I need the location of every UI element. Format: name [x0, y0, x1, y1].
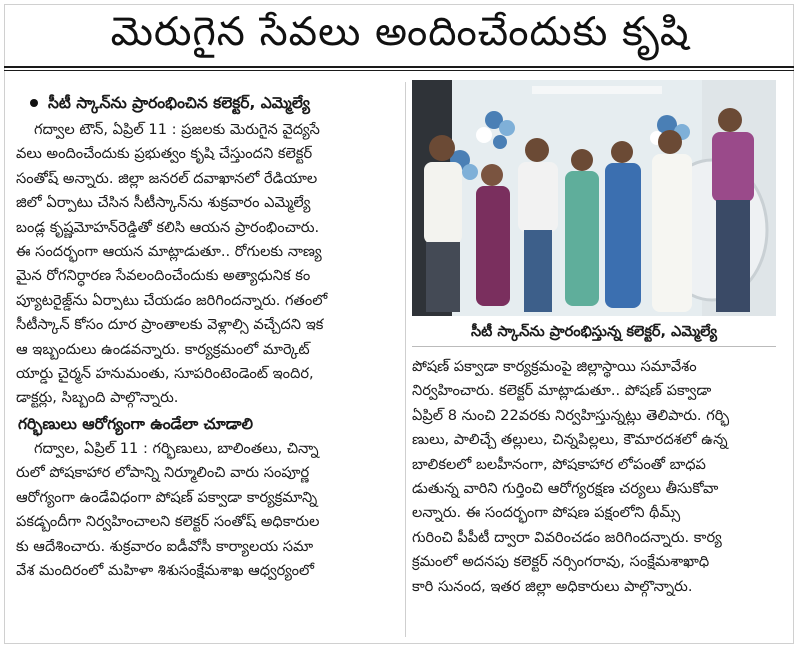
- story1-line: మైన రోగనిర్ధారణ సేవలందించేందుకు అత్యాధునిక కం: [16, 267, 311, 285]
- left-column: [16, 90, 401, 583]
- story1-line: సంతోష్ అన్నారు. జిల్లా జనరల్ దవాఖానలో రేడియాల: [16, 169, 318, 187]
- photo-illustration: [412, 80, 776, 316]
- story1-body: [16, 118, 401, 411]
- story1-subhead-text: సీటీ స్కాన్‌ను ప్రారంభించిన కలెక్టర్, ఎమ్మెల్యే: [48, 94, 310, 112]
- story1-line: ఆ ఇబ్బందులు ఉండవన్నారు. కార్యక్రమంలో మార్కెట్: [16, 340, 310, 358]
- story2-line: డుతున్న వారిని గుర్తించి ఆరోగ్యరక్షణ చర్యలు తీసుకోవా: [412, 480, 719, 498]
- story1-line: గద్వాల టౌన్, ఏప్రిల్ 11 : ప్రజలకు మెరుగైన వైద్యసే: [34, 121, 320, 138]
- story1-line: ఈ సందర్భంగా ఆయన మాట్లాడుతూ.. రోగులకు నాణ్య: [16, 243, 322, 261]
- story2-line: క్రమంలో అదనపు కలెక్టర్ నర్సింగరావు, సంక్షేమశాఖాధి: [412, 553, 710, 571]
- story1-line: యార్డు చైర్మన్ హనుమంతు, సూపరింటెండెంట్ ఇందిర,: [16, 365, 314, 383]
- story2-line: బాలికలలో బలహీనంగా, పోషకాహార లోపంతో బాధప: [412, 455, 706, 473]
- story2-line: వేశ మందిరంలో మహిళా శిశుసంక్షేమశాఖ ఆధ్వర్యంలో: [16, 561, 315, 579]
- story1-line: సీటీస్కాన్ కోసం దూర ప్రాంతాలకు వెళ్లాల్సి వచ్చేదని ఇక: [16, 316, 324, 334]
- story1-line: బండ్ల కృష్ణమోహన్‌రెడ్డితో కలిసి ఆయన ప్రారంభించారు.: [16, 218, 320, 236]
- story2-line: పకడ్బందీగా నిర్వహించాలని కలెక్టర్ సంతోష్ అధికారుల: [16, 513, 320, 531]
- story2-subhead: గర్భిణులు ఆరోగ్యంగా ఉండేలా చూడాలి: [18, 414, 253, 433]
- story2-line: గురించి పీపీటీ ద్వారా వివరించడం జరిగిందన్నారు. కార్య: [412, 528, 722, 546]
- story1-line: ప్యూటరైజ్డ్‌ను ఏర్పాటు చేయడం జరిగిందన్నారు. గతంలో: [16, 291, 328, 309]
- photo-caption: సీటీ స్కాన్‌ను ప్రారంభిస్తున్న కలెక్టర్, ఎమ్మెల్యే: [412, 318, 776, 347]
- story1-line: జిలో ఏర్పాటు చేసిన సీటీస్కాన్‌ను శుక్రవారం ఎమ్మెల్యే: [16, 194, 311, 212]
- story2-line: గద్వాల, ఏప్రిల్ 11 : గర్భిణులు, బాలింతలు, చిన్నా: [34, 439, 319, 457]
- column-divider: [405, 82, 406, 637]
- story2-line: ణులు, పాలిచ్చే తల్లులు, చిన్నపిల్లలు, కౌమారదశలో ఉన్న: [412, 431, 728, 449]
- headline-rule-top: [4, 66, 794, 68]
- headline: మెరుగైన సేవలు అందించేందుకు కృషి: [110, 9, 690, 55]
- right-column: [412, 355, 787, 599]
- story2-line: కారి సునంద, ఇతర జిల్లా అధికారులు పాల్గొన్నారు.: [412, 577, 693, 595]
- bullet-icon: [30, 99, 38, 107]
- headline-rule-bottom: [4, 70, 794, 71]
- story2-line: ఏప్రిల్ 8 నుంచి 22వరకు నిర్వహిస్తున్నట్లు తెలిపారు. గర్భి: [412, 406, 730, 424]
- story2-body-right: [412, 355, 787, 599]
- story2-body-left: [16, 437, 401, 583]
- news-photo: [412, 80, 776, 316]
- story2-line: నిర్వహించారు. కలెక్టర్ మాట్లాడుతూ.. పోషణ్ పక్వాడా: [412, 382, 712, 400]
- story2-line: కు ఆదేశించారు. శుక్రవారం ఐడీవోసీ కార్యాలయ సమా: [16, 537, 314, 555]
- story2-line: లన్నారు. ఈ సందర్భంగా పోషణ పక్షంలోని థీమ్స్: [412, 504, 681, 522]
- story2-line: పోషణ్ పక్వాడా కార్యక్రమంపై జిల్లాస్థాయి సమావేశం: [412, 358, 697, 375]
- story1-line: వలు అందించేందుకు ప్రభుత్వం కృషి చేస్తుందని కలెక్టర్: [16, 145, 313, 163]
- story2-line: ఆరోగ్యంగా ఉండేవిధంగా పోషణ్ పక్వాడా కార్యక్రమాన్ని: [16, 488, 318, 506]
- story2-line: రులో పోషకాహార లోపాన్ని నిర్మూలించి వారు సంపూర్ణ: [16, 464, 310, 482]
- story1-line: డాక్టర్లు, సిబ్బంది పాల్గొన్నారు.: [16, 389, 179, 407]
- story1-subhead: [16, 90, 401, 116]
